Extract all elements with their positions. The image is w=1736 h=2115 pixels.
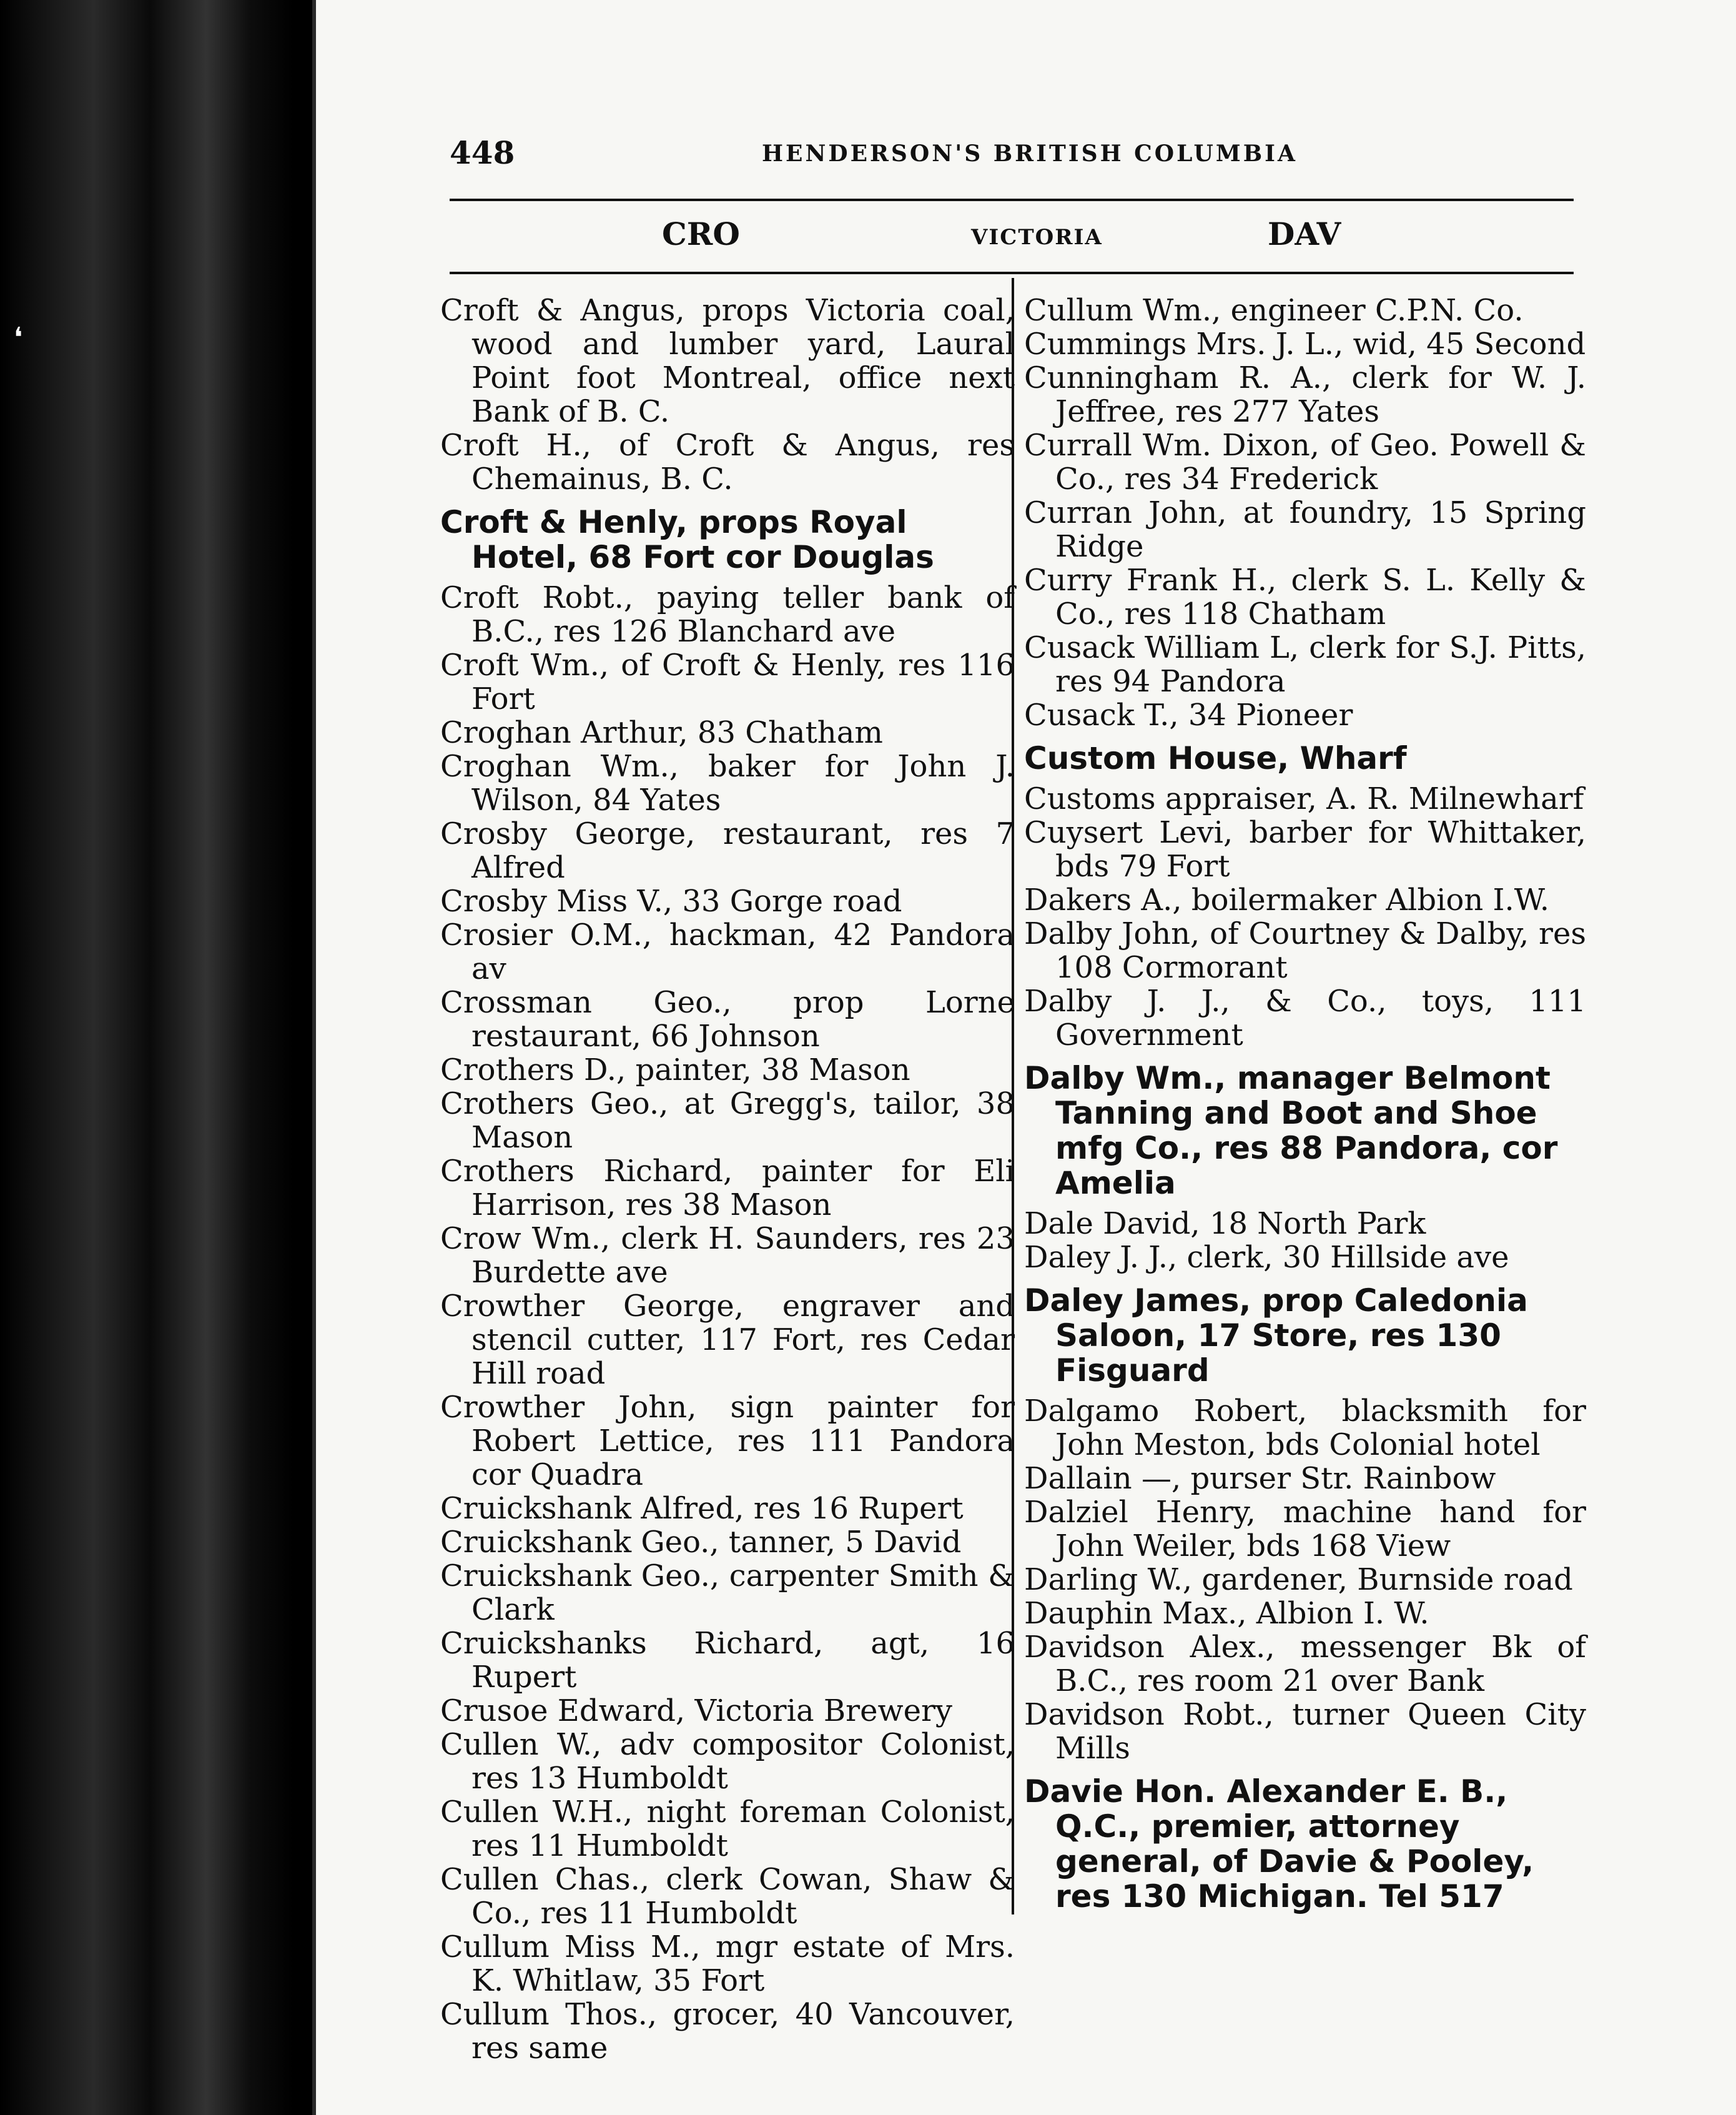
directory-entry: Curry Frank H., clerk S. L. Kelly & Co., res 118 Chatham	[1024, 563, 1586, 632]
page-edge-left	[312, 0, 316, 2115]
directory-entry: Dalby John, of Courtney & Dalby, res 108 Cormorant	[1024, 916, 1586, 985]
directory-entry: Dallain —, purser Str. Rainbow	[1024, 1461, 1496, 1496]
directory-entry: Cullum Wm., engineer C.P.N. Co.	[1024, 293, 1524, 328]
directory-entry: Cusack William L, clerk for S.J. Pitts, res 94 Pandora	[1024, 630, 1586, 699]
margin-mark: ❛	[14, 322, 23, 354]
book-binding	[0, 0, 293, 2115]
directory-entry: Davidson Robt., turner Queen City Mills	[1024, 1697, 1586, 1766]
directory-entry: Croft H., of Croft & Angus, res Chemainus, B. C.	[440, 428, 1015, 497]
directory-entry: Dalgamo Robert, blacksmith for John Meston, bds Colonial hotel	[1024, 1394, 1586, 1462]
directory-entry: Crosier O.M., hackman, 42 Pandora av	[440, 918, 1015, 986]
directory-entry-display: Croft & Henly, props Royal Hotel, 68 Fort cor Douglas	[440, 504, 934, 575]
directory-entry: Crothers D., painter, 38 Mason	[440, 1053, 910, 1087]
directory-entry: Croghan Wm., baker for John J. Wilson, 84 Yates	[440, 749, 1015, 818]
directory-entry: Croft & Angus, props Victoria coal, wood and lumber yard, Laural Point foot Montreal, office next Bank of B. C.	[440, 293, 1015, 429]
directory-entry: Crosby Miss V., 33 Gorge road	[440, 884, 902, 919]
directory-entry: Cullum Miss M., mgr estate of Mrs. K. Whitlaw, 35 Fort	[440, 1929, 1015, 1998]
directory-entry: Crowther George, engraver and stencil cutter, 117 Fort, res Cedar Hill road	[440, 1289, 1015, 1391]
guide-word-left: CRO	[662, 215, 740, 252]
directory-entry: Cullen W., adv compositor Colonist, res 13 Humboldt	[440, 1727, 1015, 1796]
directory-entry: Croghan Arthur, 83 Chatham	[440, 715, 883, 750]
header-rule-top	[450, 199, 1574, 201]
directory-entry: Crusoe Edward, Victoria Brewery	[440, 1693, 953, 1728]
directory-entry: Curran John, at foundry, 15 Spring Ridge	[1024, 495, 1586, 564]
directory-entry-display: Davie Hon. Alexander E. B., Q.C., premier, attorney general, of Davie & Pooley, res 130 Michigan. Tel 517	[1024, 1773, 1534, 1914]
directory-entry: Currall Wm. Dixon, of Geo. Powell & Co., res 34 Frederick	[1024, 428, 1586, 497]
directory-entry-display: Dalby Wm., manager Belmont Tanning and Boot and Shoe mfg Co., res 88 Pandora, cor Amelia	[1024, 1060, 1558, 1201]
directory-entry: Dauphin Max., Albion I. W.	[1024, 1596, 1429, 1631]
directory-entry: Cummings Mrs. J. L., wid, 45 Second	[1024, 327, 1586, 362]
directory-entry: Crow Wm., clerk H. Saunders, res 23 Burdette ave	[440, 1221, 1015, 1290]
directory-entry-display: Custom House, Wharf	[1024, 740, 1407, 776]
running-title: HENDERSON'S BRITISH COLUMBIA	[762, 141, 1298, 167]
directory-entry: Cruickshanks Richard, agt, 16 Rupert	[440, 1626, 1015, 1695]
directory-entry: Croft Robt., paying teller bank of B.C., res 126 Blanchard ave	[440, 580, 1015, 649]
directory-entry: Dalby J. J., & Co., toys, 111 Government	[1024, 984, 1586, 1053]
directory-entry: Crothers Richard, painter for Eli Harrison, res 38 Mason	[440, 1154, 1015, 1222]
directory-entry: Cullen Chas., clerk Cowan, Shaw & Co., res 11 Humboldt	[440, 1862, 1015, 1931]
header-rule-bottom	[450, 272, 1574, 274]
directory-entry: Crossman Geo., prop Lorne restaurant, 66 Johnson	[440, 985, 1015, 1054]
directory-entry: Crosby George, restaurant, res 7 Alfred	[440, 816, 1015, 885]
guide-word-right: DAV	[1268, 215, 1341, 252]
directory-entry-display: Daley James, prop Caledonia Saloon, 17 Store, res 130 Fisguard	[1024, 1282, 1528, 1389]
directory-entry: Cruickshank Alfred, res 16 Rupert	[440, 1491, 964, 1526]
guide-city: VICTORIA	[971, 225, 1103, 250]
directory-entry: Cunningham R. A., clerk for W. J. Jeffree, res 277 Yates	[1024, 360, 1586, 429]
directory-entry: Customs appraiser, A. R. Milnewharf	[1024, 781, 1584, 816]
directory-entry: Crowther John, sign painter for Robert Lettice, res 111 Pandora cor Quadra	[440, 1390, 1015, 1492]
directory-entry: Croft Wm., of Croft & Henly, res 116 Fort	[440, 648, 1015, 716]
directory-entry: Cullum Thos., grocer, 40 Vancouver, res same	[440, 1997, 1015, 2066]
directory-entry: Dakers A., boilermaker Albion I.W.	[1024, 883, 1549, 918]
directory-entry: Crothers Geo., at Gregg's, tailor, 38 Mason	[440, 1086, 1015, 1155]
directory-entry: Cullen W.H., night foreman Colonist, res 11 Humboldt	[440, 1795, 1015, 1863]
directory-entry: Daley J. J., clerk, 30 Hillside ave	[1024, 1240, 1509, 1275]
left-column	[440, 294, 1015, 2065]
directory-entry: Cusack T., 34 Pioneer	[1024, 698, 1353, 733]
directory-entry: Dalziel Henry, machine hand for John Weiler, bds 168 View	[1024, 1495, 1586, 1563]
directory-entry: Cuysert Levi, barber for Whittaker, bds 79 Fort	[1024, 815, 1586, 884]
directory-entry: Davidson Alex., messenger Bk of B.C., res room 21 over Bank	[1024, 1630, 1586, 1698]
page-number: 448	[450, 134, 515, 171]
directory-entry: Dale David, 18 North Park	[1024, 1206, 1426, 1241]
right-column	[1024, 294, 1586, 1920]
directory-entry: Darling W., gardener, Burnside road	[1024, 1562, 1573, 1597]
directory-entry: Cruickshank Geo., tanner, 5 David	[440, 1525, 962, 1560]
directory-entry: Cruickshank Geo., carpenter Smith & Clark	[440, 1558, 1015, 1627]
